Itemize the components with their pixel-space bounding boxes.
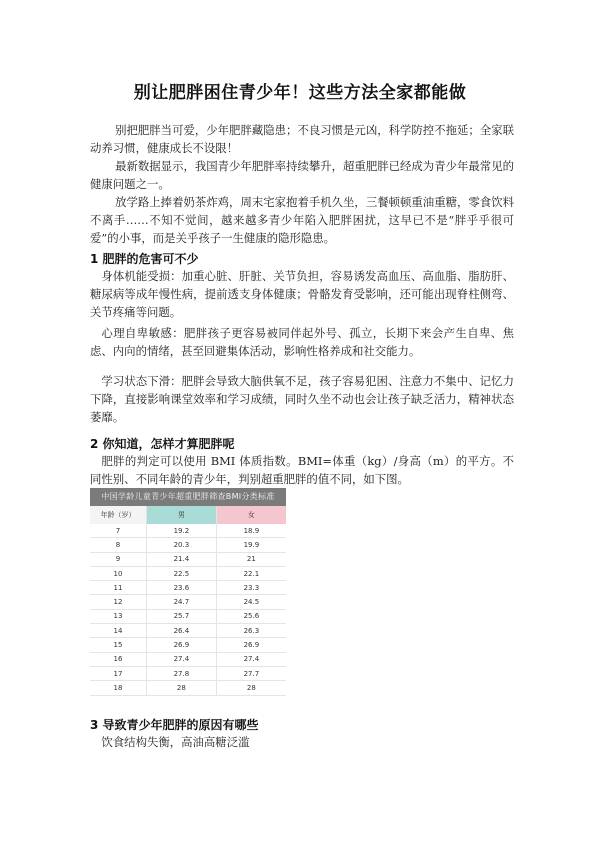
table-row bbox=[90, 552, 286, 566]
intro-paragraph-1: 别把肥胖当可爱，少年肥胖藏隐患；不良习惯是元凶，科学防控不拖延；全家联动养习惯，健康成长不设限！ bbox=[90, 123, 514, 155]
boy-bmi-cell: 19.2 bbox=[147, 524, 217, 538]
girl-bmi-cell: 26.9 bbox=[216, 638, 286, 652]
boy-bmi-cell: 28 bbox=[147, 681, 217, 695]
page-title: 别让肥胖困住青少年！这些方法全家都能做 bbox=[133, 83, 467, 103]
table-row bbox=[90, 638, 286, 652]
section-2-heading: 2 你知道，怎样才算肥胖呢 bbox=[90, 437, 235, 451]
girl-bmi-cell: 23.3 bbox=[216, 581, 286, 595]
intro-paragraph-3: 放学路上捧着奶茶炸鸡，周末宅家抱着手机久坐，三餐顿顿重油重糖，零食饮料不离手……不知不觉间，越来越多青少年陷入肥胖困扰，这早已不是“胖乎乎很可爱”的小事，而是关乎孩子一生健康的隐形隐患。 bbox=[90, 195, 514, 245]
age-cell: 18 bbox=[90, 681, 147, 695]
boy-bmi-cell: 26.4 bbox=[147, 624, 217, 638]
table-row bbox=[90, 666, 286, 680]
boy-bmi-cell: 21.4 bbox=[147, 552, 217, 566]
bmi-table-title: 中国学龄儿童青少年超重肥胖筛查BMI分类标准 bbox=[90, 488, 286, 506]
section-2-paragraph: 肥胖的判定可以使用 BMI 体质指数。BMI=体重（kg）/身高（m）的平方。不同性别、不同年龄的青少年，判别超重肥胖的值不同，如下图。 bbox=[90, 454, 514, 486]
girl-bmi-cell: 28 bbox=[216, 681, 286, 695]
header-boy: 男 bbox=[147, 506, 217, 524]
age-cell: 13 bbox=[90, 609, 147, 623]
boy-bmi-cell: 22.5 bbox=[147, 566, 217, 580]
age-cell: 17 bbox=[90, 666, 147, 680]
age-cell: 7 bbox=[90, 524, 147, 538]
section-1-paragraph-3: 学习状态下滑：肥胖会导致大脑供氧不足，孩子容易犯困、注意力不集中、记忆力下降，直接影响课堂效率和学习成绩，同时久坐不动也会让孩子缺乏活力，精神状态萎靡。 bbox=[90, 374, 514, 424]
section-1-paragraph-1: 身体机能受损：加重心脏、肝脏、关节负担，容易诱发高血压、高血脂、脂肪肝、糖尿病等成年慢性病，提前透支身体健康；骨骼发育受影响，还可能出现脊柱侧弯、关节疼痛等问题。 bbox=[90, 269, 514, 319]
intro-paragraph-2: 最新数据显示，我国青少年肥胖率持续攀升，超重肥胖已经成为青少年最常见的健康问题之一。 bbox=[90, 159, 514, 191]
girl-bmi-cell: 21 bbox=[216, 552, 286, 566]
table-row bbox=[90, 581, 286, 595]
boy-bmi-cell: 25.7 bbox=[147, 609, 217, 623]
section-3-paragraph: 饮食结构失衡，高油高糖泛滥 bbox=[101, 735, 250, 749]
table-row bbox=[90, 566, 286, 580]
girl-bmi-cell: 18.9 bbox=[216, 524, 286, 538]
boy-bmi-cell: 26.9 bbox=[147, 638, 217, 652]
table-row bbox=[90, 538, 286, 552]
age-cell: 16 bbox=[90, 652, 147, 666]
header-girl: 女 bbox=[216, 506, 286, 524]
table-row bbox=[90, 652, 286, 666]
table-row bbox=[90, 609, 286, 623]
age-cell: 11 bbox=[90, 581, 147, 595]
age-cell: 9 bbox=[90, 552, 147, 566]
table-row bbox=[90, 524, 286, 538]
girl-bmi-cell: 27.4 bbox=[216, 652, 286, 666]
girl-bmi-cell: 26.3 bbox=[216, 624, 286, 638]
bmi-table-header-row bbox=[90, 506, 286, 524]
table-row bbox=[90, 624, 286, 638]
age-cell: 10 bbox=[90, 566, 147, 580]
age-cell: 14 bbox=[90, 624, 147, 638]
section-1-paragraph-2: 心理自卑敏感：肥胖孩子更容易被同伴起外号、孤立，长期下来会产生自卑、焦虑、内向的情绪，甚至回避集体活动，影响性格养成和社交能力。 bbox=[90, 326, 514, 358]
section-1-heading: 1 肥胖的危害可不少 bbox=[90, 252, 199, 266]
girl-bmi-cell: 25.6 bbox=[216, 609, 286, 623]
boy-bmi-cell: 24.7 bbox=[147, 595, 217, 609]
age-cell: 8 bbox=[90, 538, 147, 552]
girl-bmi-cell: 22.1 bbox=[216, 566, 286, 580]
header-age: 年龄（岁） bbox=[90, 506, 147, 524]
boy-bmi-cell: 27.4 bbox=[147, 652, 217, 666]
girl-bmi-cell: 24.5 bbox=[216, 595, 286, 609]
table-row bbox=[90, 681, 286, 695]
table-row bbox=[90, 595, 286, 609]
boy-bmi-cell: 23.6 bbox=[147, 581, 217, 595]
girl-bmi-cell: 27.7 bbox=[216, 666, 286, 680]
boy-bmi-cell: 27.8 bbox=[147, 666, 217, 680]
age-cell: 15 bbox=[90, 638, 147, 652]
boy-bmi-cell: 20.3 bbox=[147, 538, 217, 552]
girl-bmi-cell: 19.9 bbox=[216, 538, 286, 552]
bmi-standard-table bbox=[90, 488, 286, 696]
section-3-heading: 3 导致青少年肥胖的原因有哪些 bbox=[90, 718, 259, 732]
age-cell: 12 bbox=[90, 595, 147, 609]
